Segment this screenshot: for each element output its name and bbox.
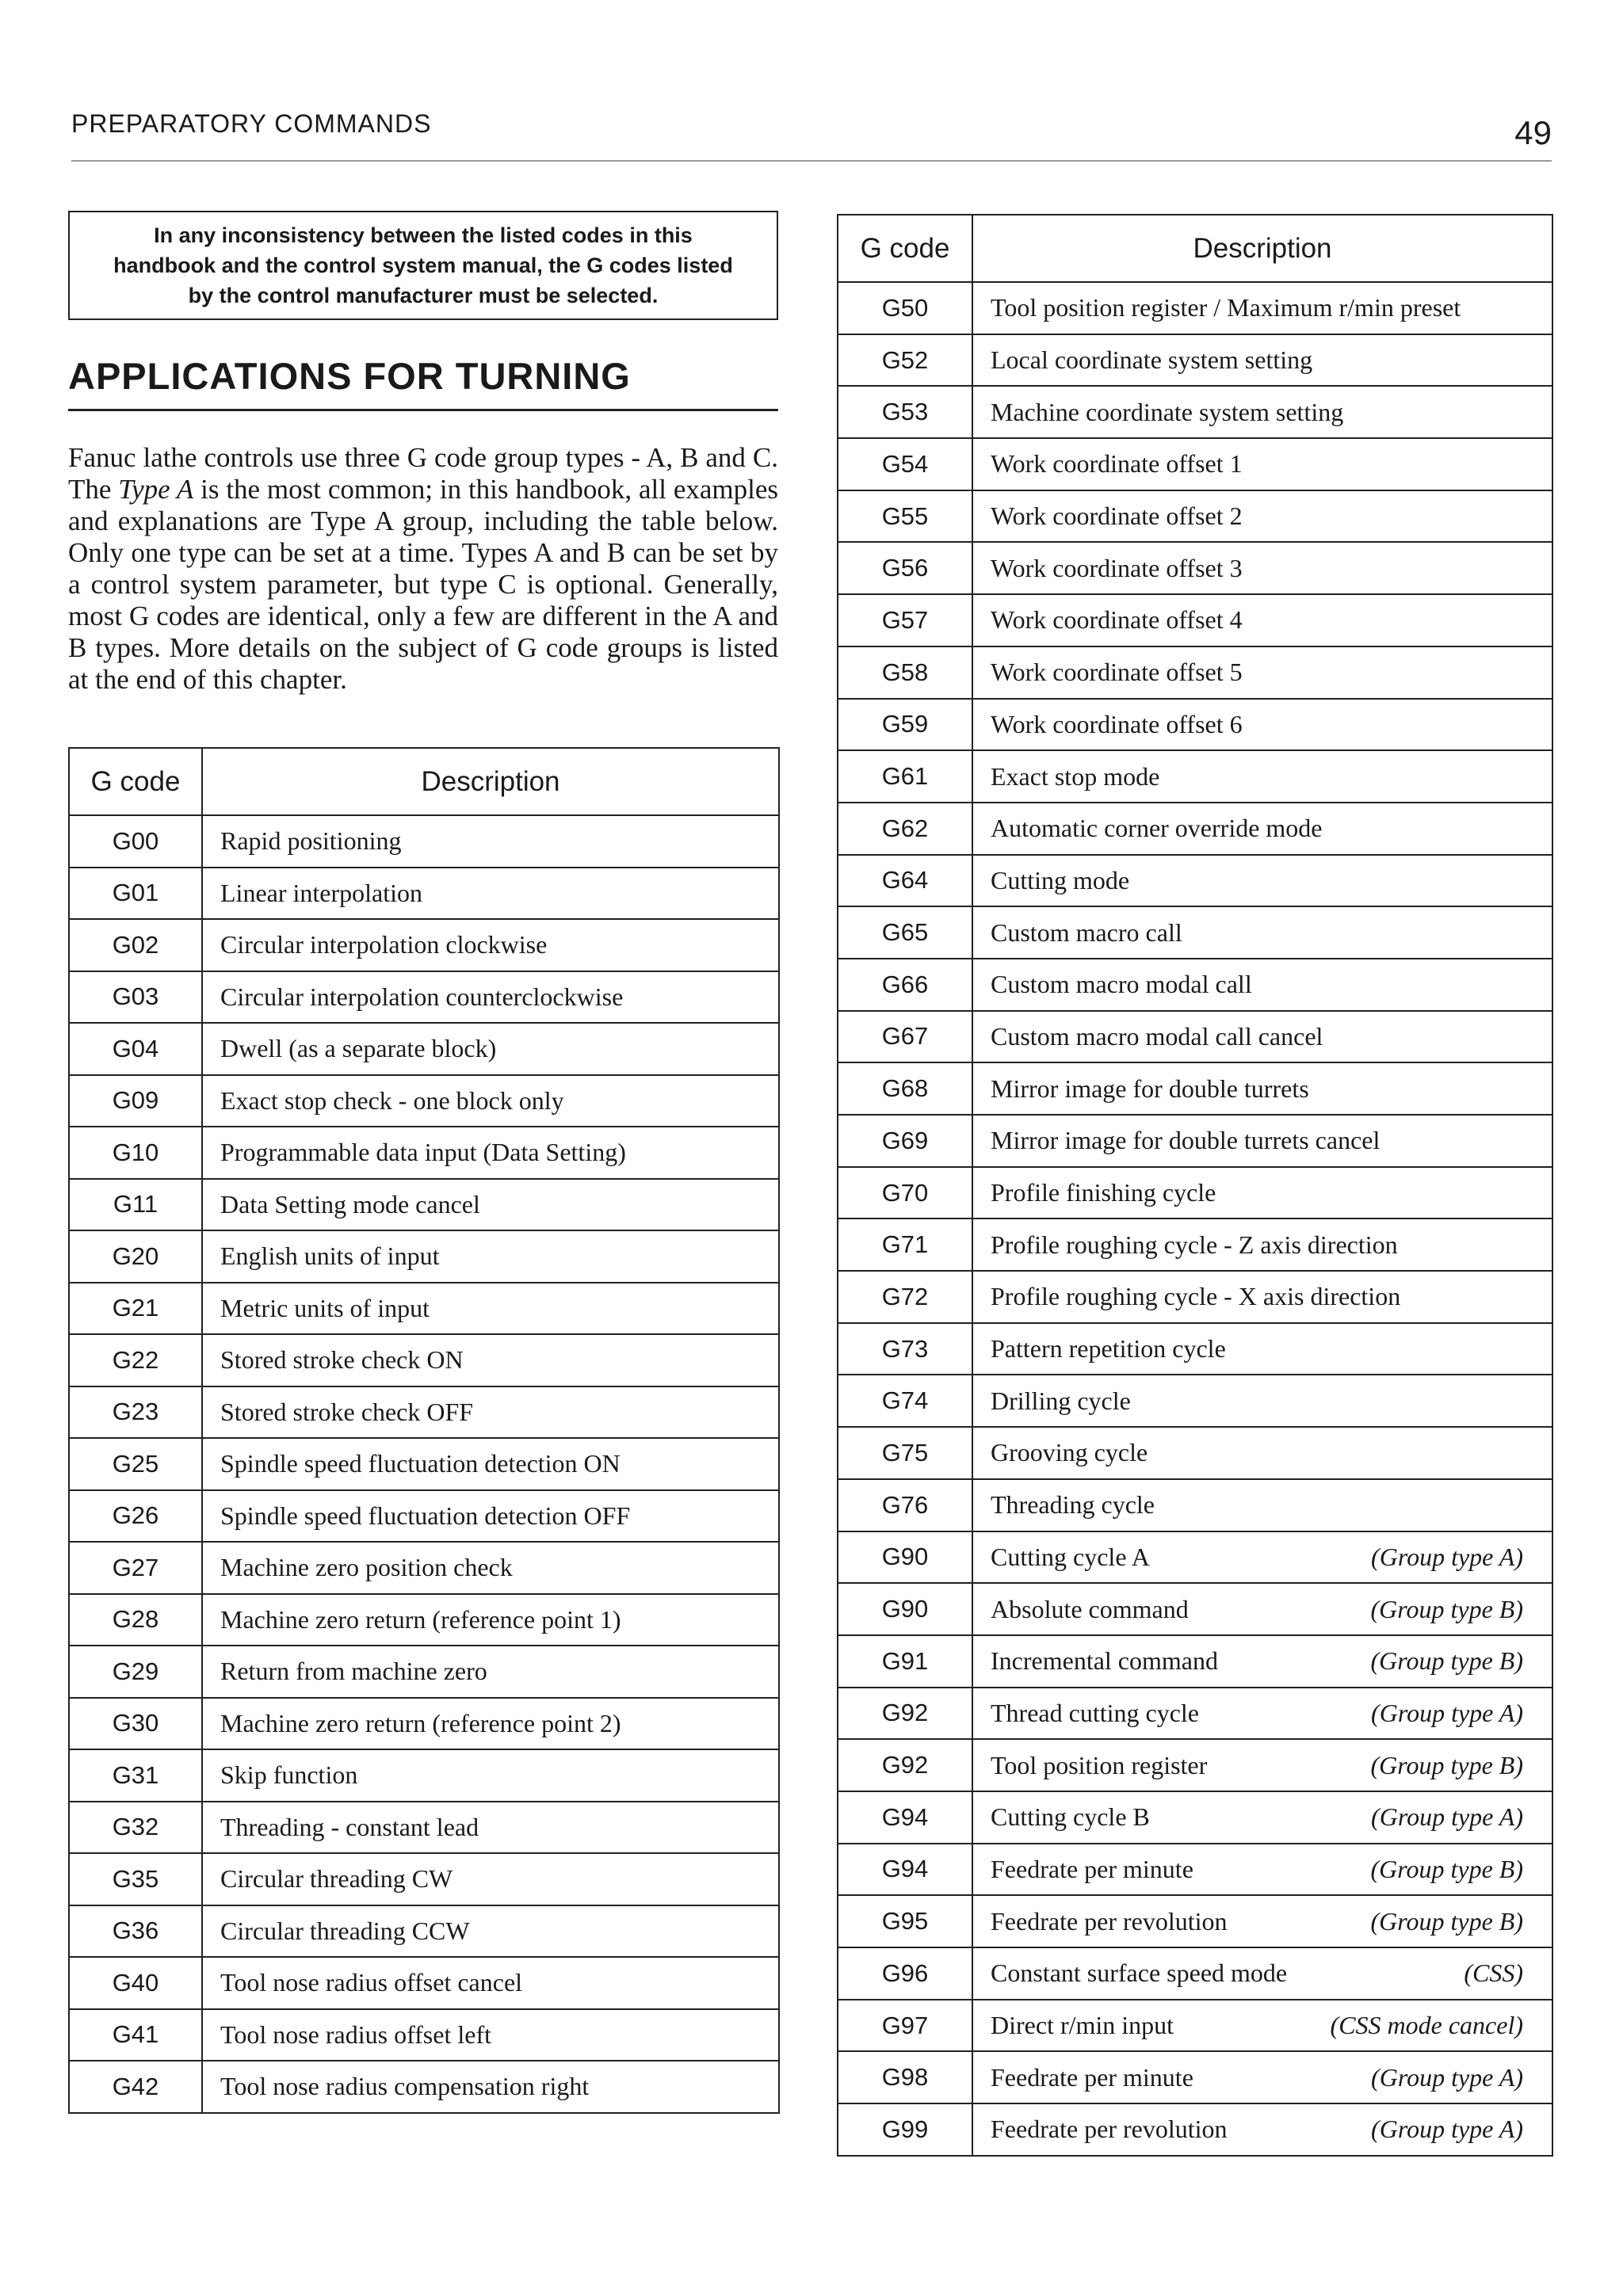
table-row	[838, 1531, 1552, 1584]
g-code-cell: G00	[69, 815, 202, 868]
g-code-cell: G20	[69, 1230, 202, 1283]
description-text: Direct r/min input	[991, 2011, 1174, 2040]
g-code-cell: G26	[69, 1490, 202, 1543]
table-row	[69, 1127, 779, 1179]
g-code-cell: G97	[838, 2000, 972, 2052]
column-header-code: G code	[838, 215, 972, 282]
table-row	[69, 1230, 779, 1283]
table-row	[838, 646, 1552, 699]
table-row	[838, 1947, 1552, 2000]
table-row	[69, 1438, 779, 1490]
intro-type-a: Type A	[118, 474, 194, 505]
table-row	[838, 1271, 1552, 1323]
column-header-code: G code	[69, 748, 202, 815]
g-code-cell: G30	[69, 1698, 202, 1750]
intro-part-2: is the most common; in this handbook, all examples and explanations are Type A group, including the table below. Only one type can be set at a time. Types A and B can be set by a control system parameter, but type C is optional. Generally, most G codes are identical, only a few are different in the A and B types. More details on the subject of G code groups is listed at the end of this chapter.	[68, 474, 778, 695]
description-cell: Profile finishing cycle	[972, 1167, 1552, 1219]
description-cell: Return from machine zero	[202, 1646, 779, 1698]
description-cell: Threading cycle	[972, 1479, 1552, 1531]
table-row	[838, 594, 1552, 646]
g-code-cell: G64	[838, 855, 972, 907]
g-code-cell: G90	[838, 1531, 972, 1584]
description-cell: Work coordinate offset 4	[972, 594, 1552, 646]
description-cell: Machine coordinate system setting	[972, 386, 1552, 438]
page-number: 49	[1514, 114, 1552, 151]
table-row	[838, 855, 1552, 907]
description-cell: Circular threading CCW	[202, 1905, 779, 1958]
g-code-cell: G57	[838, 594, 972, 646]
g-code-cell: G94	[838, 1791, 972, 1844]
group-type-tag: (Group type A)	[1371, 1542, 1523, 1571]
g-code-cell: G61	[838, 750, 972, 803]
description-cell: Work coordinate offset 6	[972, 699, 1552, 751]
g-code-cell: G67	[838, 1011, 972, 1063]
description-cell	[972, 1531, 1552, 1584]
g-code-cell: G29	[69, 1646, 202, 1698]
description-cell	[972, 1895, 1552, 1947]
table-row	[838, 1427, 1552, 1479]
table-row	[838, 2051, 1552, 2103]
table-row	[69, 1283, 779, 1335]
group-type-tag: (CSS mode cancel)	[1330, 2011, 1523, 2040]
description-cell: Data Setting mode cancel	[202, 1179, 779, 1231]
description-text: Incremental command	[991, 1646, 1218, 1676]
table-row	[69, 1179, 779, 1231]
running-head: PREPARATORY COMMANDS	[71, 109, 432, 138]
description-cell: Circular threading CW	[202, 1853, 779, 1905]
header-rule	[71, 160, 1552, 162]
notice-text: In any inconsistency between the listed codes in this handbook and the control system manual, the G codes listed by the control manufacturer must be selected.	[113, 223, 733, 307]
g-code-cell: G65	[838, 906, 972, 959]
group-type-tag: (Group type B)	[1370, 1906, 1523, 1936]
g-code-cell: G75	[838, 1427, 972, 1479]
g-code-cell: G21	[69, 1283, 202, 1335]
description-cell	[972, 1791, 1552, 1844]
table-row	[838, 1011, 1552, 1063]
table-row	[838, 490, 1552, 543]
notice-box	[68, 211, 778, 320]
table-row	[838, 1895, 1552, 1947]
table-row	[69, 1905, 779, 1958]
g-code-cell: G74	[838, 1375, 972, 1427]
g-code-cell: G66	[838, 959, 972, 1011]
g-code-cell: G92	[838, 1739, 972, 1791]
description-cell: Work coordinate offset 2	[972, 490, 1552, 543]
description-cell: Rapid positioning	[202, 815, 779, 868]
group-type-tag: (Group type B)	[1370, 1854, 1523, 1883]
description-cell: Work coordinate offset 5	[972, 646, 1552, 699]
g-code-cell: G41	[69, 2009, 202, 2061]
section-heading: APPLICATIONS FOR TURNING	[68, 355, 631, 397]
description-cell: Custom macro modal call cancel	[972, 1011, 1552, 1063]
description-cell	[972, 2051, 1552, 2103]
g-code-cell: G99	[838, 2103, 972, 2156]
description-text: Feedrate per minute	[991, 2062, 1193, 2092]
description-cell: Work coordinate offset 1	[972, 438, 1552, 490]
g-code-cell: G31	[69, 1749, 202, 1802]
g-code-cell: G59	[838, 699, 972, 751]
g-code-cell: G50	[838, 282, 972, 334]
table-row	[838, 1219, 1552, 1271]
g-code-cell: G42	[69, 2061, 202, 2113]
group-type-tag: (Group type A)	[1371, 2062, 1523, 2092]
description-cell: Machine zero return (reference point 2)	[202, 1698, 779, 1750]
table-row	[69, 1023, 779, 1075]
description-cell	[972, 2000, 1552, 2052]
g-code-cell: G04	[69, 1023, 202, 1075]
description-cell: Drilling cycle	[972, 1375, 1552, 1427]
g-code-cell: G09	[69, 1075, 202, 1127]
table-row	[69, 1698, 779, 1750]
table-row	[838, 386, 1552, 438]
table-row	[838, 803, 1552, 855]
description-cell: Grooving cycle	[972, 1427, 1552, 1479]
description-text: Feedrate per revolution	[991, 2115, 1228, 2144]
group-type-tag: (CSS)	[1464, 1958, 1523, 1988]
table-row	[69, 1802, 779, 1854]
description-cell: Tool position register / Maximum r/min preset	[972, 282, 1552, 334]
table-row	[838, 1635, 1552, 1688]
table-row	[838, 1115, 1552, 1167]
g-code-cell: G01	[69, 868, 202, 920]
description-cell: Programmable data input (Data Setting)	[202, 1127, 779, 1179]
table-row	[69, 971, 779, 1024]
g-code-cell: G03	[69, 971, 202, 1024]
description-cell: Cutting mode	[972, 855, 1552, 907]
g-code-cell: G69	[838, 1115, 972, 1167]
description-text: Cutting cycle A	[991, 1542, 1150, 1571]
description-cell: Threading - constant lead	[202, 1802, 779, 1854]
description-cell	[972, 1688, 1552, 1740]
table-row	[838, 959, 1552, 1011]
g-code-table-right	[837, 214, 1553, 2157]
table-row	[69, 1334, 779, 1386]
g-code-cell: G40	[69, 1957, 202, 2009]
description-cell	[972, 1739, 1552, 1791]
g-code-cell: G28	[69, 1594, 202, 1646]
description-text: Cutting cycle B	[991, 1802, 1150, 1832]
g-code-cell: G90	[838, 1583, 972, 1635]
table-row	[838, 542, 1552, 594]
g-code-cell: G94	[838, 1844, 972, 1896]
g-code-cell: G11	[69, 1179, 202, 1231]
description-cell: Skip function	[202, 1749, 779, 1802]
description-text: Constant surface speed mode	[991, 1958, 1288, 1988]
table-row	[69, 868, 779, 920]
description-cell: Dwell (as a separate block)	[202, 1023, 779, 1075]
description-text: Absolute command	[991, 1594, 1189, 1623]
table-row	[838, 1688, 1552, 1740]
g-code-cell: G68	[838, 1062, 972, 1115]
g-code-cell: G91	[838, 1635, 972, 1688]
description-cell: Tool nose radius compensation right	[202, 2061, 779, 2113]
g-code-cell: G96	[838, 1947, 972, 2000]
table-row	[69, 919, 779, 971]
table-row	[69, 1594, 779, 1646]
description-cell: Custom macro call	[972, 906, 1552, 959]
table-row	[69, 1386, 779, 1439]
table-header-row	[69, 748, 779, 815]
group-type-tag: (Group type B)	[1370, 1646, 1523, 1676]
description-cell	[972, 1635, 1552, 1688]
description-cell	[972, 2103, 1552, 2156]
table-row	[838, 1375, 1552, 1427]
g-code-cell: G27	[69, 1542, 202, 1594]
table-row	[838, 1167, 1552, 1219]
g-code-cell: G62	[838, 803, 972, 855]
description-cell: Spindle speed fluctuation detection ON	[202, 1438, 779, 1490]
table-row	[838, 1791, 1552, 1844]
description-cell: Mirror image for double turrets cancel	[972, 1115, 1552, 1167]
g-code-cell: G02	[69, 919, 202, 971]
description-cell: Machine zero return (reference point 1)	[202, 1594, 779, 1646]
table-row	[838, 750, 1552, 803]
description-cell: Stored stroke check OFF	[202, 1386, 779, 1439]
table-row	[838, 438, 1552, 490]
description-cell: Machine zero position check	[202, 1542, 779, 1594]
column-header-description: Description	[972, 215, 1552, 282]
g-code-cell: G58	[838, 646, 972, 699]
description-cell: Exact stop check - one block only	[202, 1075, 779, 1127]
table-row	[69, 815, 779, 868]
group-type-tag: (Group type A)	[1371, 2115, 1523, 2144]
g-code-cell: G54	[838, 438, 972, 490]
table-row	[69, 1646, 779, 1698]
intro-paragraph	[68, 442, 778, 696]
table-row	[69, 1542, 779, 1594]
description-cell: Mirror image for double turrets	[972, 1062, 1552, 1115]
g-code-cell: G10	[69, 1127, 202, 1179]
description-cell: Metric units of input	[202, 1283, 779, 1335]
g-code-cell: G92	[838, 1688, 972, 1740]
table-row	[838, 2103, 1552, 2156]
group-type-tag: (Group type B)	[1370, 1594, 1523, 1623]
description-cell: Stored stroke check ON	[202, 1334, 779, 1386]
g-code-cell: G53	[838, 386, 972, 438]
description-text: Feedrate per revolution	[991, 1906, 1228, 1936]
table-row	[838, 699, 1552, 751]
table-row	[838, 334, 1552, 387]
g-code-cell: G71	[838, 1219, 972, 1271]
group-type-tag: (Group type A)	[1371, 1802, 1523, 1832]
description-cell: Circular interpolation clockwise	[202, 919, 779, 971]
g-code-cell: G70	[838, 1167, 972, 1219]
g-code-cell: G72	[838, 1271, 972, 1323]
group-type-tag: (Group type A)	[1371, 1698, 1523, 1727]
table-row	[69, 1749, 779, 1802]
group-type-tag: (Group type B)	[1370, 1750, 1523, 1779]
g-code-cell: G73	[838, 1323, 972, 1375]
table-row	[69, 1853, 779, 1905]
section-rule	[68, 409, 778, 411]
table-row	[69, 1075, 779, 1127]
description-cell: Tool nose radius offset cancel	[202, 1957, 779, 2009]
table-row	[69, 1957, 779, 2009]
table-row	[69, 2061, 779, 2113]
description-cell: Custom macro modal call	[972, 959, 1552, 1011]
intro-part-1: Fanuc lathe controls use three G code group types - A, B and C. The	[68, 442, 778, 505]
description-text: Tool position register	[991, 1750, 1208, 1779]
g-code-table-left	[68, 747, 780, 2114]
g-code-cell: G55	[838, 490, 972, 543]
table-row	[69, 2009, 779, 2061]
description-cell: Tool nose radius offset left	[202, 2009, 779, 2061]
description-cell: English units of input	[202, 1230, 779, 1283]
description-cell: Pattern repetition cycle	[972, 1323, 1552, 1375]
g-code-cell: G95	[838, 1895, 972, 1947]
description-cell	[972, 1583, 1552, 1635]
g-code-cell: G23	[69, 1386, 202, 1439]
g-code-cell: G36	[69, 1905, 202, 1958]
table-row	[838, 1583, 1552, 1635]
table-row	[69, 1490, 779, 1543]
description-cell: Spindle speed fluctuation detection OFF	[202, 1490, 779, 1543]
table-row	[838, 1062, 1552, 1115]
description-text: Feedrate per minute	[991, 1854, 1193, 1883]
table-row	[838, 2000, 1552, 2052]
g-code-cell: G35	[69, 1853, 202, 1905]
table-row	[838, 1479, 1552, 1531]
description-text: Thread cutting cycle	[991, 1698, 1199, 1727]
g-code-cell: G98	[838, 2051, 972, 2103]
description-cell: Linear interpolation	[202, 868, 779, 920]
g-code-cell: G22	[69, 1334, 202, 1386]
g-code-cell: G52	[838, 334, 972, 387]
g-code-cell: G56	[838, 542, 972, 594]
table-header-row	[838, 215, 1552, 282]
table-row	[838, 1323, 1552, 1375]
description-cell: Work coordinate offset 3	[972, 542, 1552, 594]
description-cell: Circular interpolation counterclockwise	[202, 971, 779, 1024]
description-cell	[972, 1844, 1552, 1896]
g-code-cell: G32	[69, 1802, 202, 1854]
g-code-cell: G76	[838, 1479, 972, 1531]
g-code-cell: G25	[69, 1438, 202, 1490]
description-cell: Automatic corner override mode	[972, 803, 1552, 855]
column-header-description: Description	[202, 748, 779, 815]
table-row	[838, 282, 1552, 334]
description-cell: Profile roughing cycle - Z axis direction	[972, 1219, 1552, 1271]
description-cell: Profile roughing cycle - X axis direction	[972, 1271, 1552, 1323]
description-cell: Local coordinate system setting	[972, 334, 1552, 387]
table-row	[838, 1844, 1552, 1896]
table-row	[838, 1739, 1552, 1791]
table-row	[838, 906, 1552, 959]
description-cell: Exact stop mode	[972, 750, 1552, 803]
description-cell	[972, 1947, 1552, 2000]
